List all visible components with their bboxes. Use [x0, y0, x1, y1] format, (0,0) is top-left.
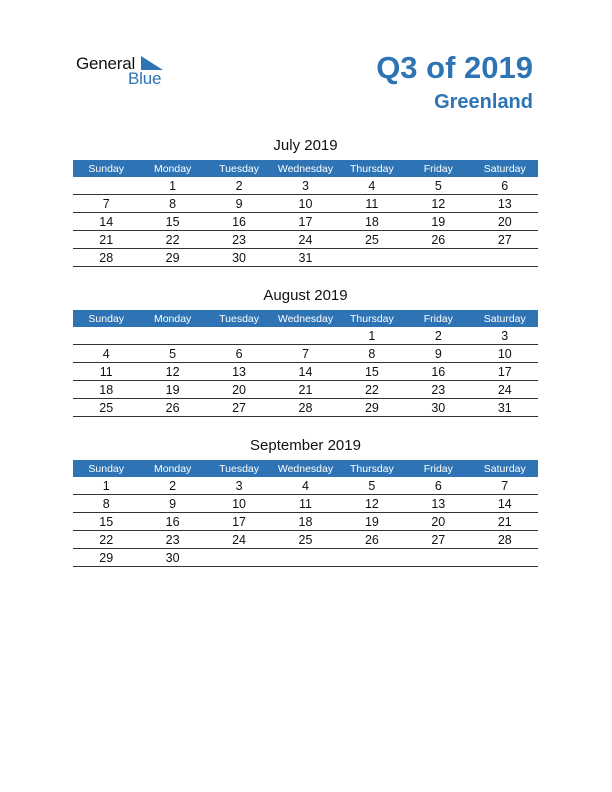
day-cell: 6: [472, 177, 538, 195]
day-cell: 27: [206, 399, 272, 417]
weekday-header: Thursday: [339, 160, 405, 177]
day-cell: 28: [472, 531, 538, 549]
week-row: [73, 399, 538, 417]
week-row: [73, 345, 538, 363]
day-cell: [139, 327, 205, 345]
day-cell: 30: [139, 549, 205, 567]
day-cell: 14: [472, 495, 538, 513]
week-row: [73, 549, 538, 567]
country-subtitle: Greenland: [434, 91, 533, 113]
day-cell: 25: [339, 231, 405, 249]
day-cell: 2: [139, 477, 205, 495]
day-cell: 16: [405, 363, 471, 381]
day-cell: 19: [405, 213, 471, 231]
weekday-header: Saturday: [472, 160, 538, 177]
day-cell: 17: [472, 363, 538, 381]
week-row: [73, 363, 538, 381]
day-cell: 5: [139, 345, 205, 363]
week-row: [73, 195, 538, 213]
weekday-header: Tuesday: [206, 310, 272, 327]
day-cell: 21: [272, 381, 338, 399]
day-cell: 21: [472, 513, 538, 531]
weekday-header: Monday: [139, 310, 205, 327]
day-cell: [405, 549, 471, 567]
day-cell: 3: [272, 177, 338, 195]
day-cell: 25: [73, 399, 139, 417]
day-cell: 18: [73, 381, 139, 399]
day-cell: 1: [73, 477, 139, 495]
day-cell: 24: [206, 531, 272, 549]
weekday-header: Sunday: [73, 460, 139, 477]
day-cell: 4: [272, 477, 338, 495]
logo-triangle-icon: [141, 56, 163, 70]
day-cell: 16: [139, 513, 205, 531]
day-cell: 29: [73, 549, 139, 567]
weekday-header: Thursday: [339, 310, 405, 327]
day-cell: [472, 549, 538, 567]
weekday-header-row: [73, 310, 538, 327]
day-cell: 18: [272, 513, 338, 531]
day-cell: 28: [73, 249, 139, 267]
day-cell: 12: [139, 363, 205, 381]
weekday-header: Friday: [405, 460, 471, 477]
day-cell: 9: [405, 345, 471, 363]
day-cell: 30: [206, 249, 272, 267]
day-cell: 12: [405, 195, 471, 213]
day-cell: 10: [472, 345, 538, 363]
weekday-header: Tuesday: [206, 160, 272, 177]
day-cell: 17: [206, 513, 272, 531]
day-cell: 2: [206, 177, 272, 195]
day-cell: 5: [405, 177, 471, 195]
day-cell: 15: [339, 363, 405, 381]
day-cell: 5: [339, 477, 405, 495]
day-cell: 14: [73, 213, 139, 231]
logo-text-blue: Blue: [128, 69, 162, 88]
week-row: [73, 381, 538, 399]
day-cell: [472, 249, 538, 267]
weekday-header: Wednesday: [272, 160, 338, 177]
day-cell: 27: [472, 231, 538, 249]
day-cell: 24: [472, 381, 538, 399]
week-row: [73, 477, 538, 495]
day-cell: 10: [272, 195, 338, 213]
day-cell: 14: [272, 363, 338, 381]
day-cell: 21: [73, 231, 139, 249]
day-cell: 8: [339, 345, 405, 363]
day-cell: 1: [339, 327, 405, 345]
day-cell: 22: [139, 231, 205, 249]
weekday-header: Sunday: [73, 310, 139, 327]
day-cell: 26: [405, 231, 471, 249]
month-table: [73, 160, 538, 267]
weekday-header: Friday: [405, 160, 471, 177]
weekday-header: Wednesday: [272, 460, 338, 477]
day-cell: 31: [272, 249, 338, 267]
day-cell: 7: [472, 477, 538, 495]
week-row: [73, 327, 538, 345]
day-cell: 24: [272, 231, 338, 249]
day-cell: [339, 549, 405, 567]
day-cell: 29: [139, 249, 205, 267]
day-cell: [73, 177, 139, 195]
day-cell: 11: [339, 195, 405, 213]
day-cell: 15: [73, 513, 139, 531]
day-cell: 27: [405, 531, 471, 549]
day-cell: 13: [206, 363, 272, 381]
day-cell: 28: [272, 399, 338, 417]
day-cell: 9: [139, 495, 205, 513]
day-cell: 6: [206, 345, 272, 363]
day-cell: 15: [139, 213, 205, 231]
day-cell: 4: [73, 345, 139, 363]
weekday-header: Monday: [139, 160, 205, 177]
day-cell: [405, 249, 471, 267]
month-title: August 2019: [263, 287, 348, 304]
day-cell: 20: [206, 381, 272, 399]
generalblue-logo: [76, 54, 176, 90]
day-cell: 31: [472, 399, 538, 417]
day-cell: 29: [339, 399, 405, 417]
day-cell: 18: [339, 213, 405, 231]
weekday-header: Sunday: [73, 160, 139, 177]
month-title: July 2019: [273, 137, 338, 154]
day-cell: 9: [206, 195, 272, 213]
weekday-header: Monday: [139, 460, 205, 477]
day-cell: 23: [206, 231, 272, 249]
logo-text-general: General: [76, 54, 136, 73]
day-cell: 13: [472, 195, 538, 213]
day-cell: 2: [405, 327, 471, 345]
day-cell: 19: [139, 381, 205, 399]
day-cell: 20: [472, 213, 538, 231]
day-cell: 7: [272, 345, 338, 363]
day-cell: 23: [139, 531, 205, 549]
day-cell: 11: [272, 495, 338, 513]
weekday-header: Saturday: [472, 310, 538, 327]
weekday-header: Wednesday: [272, 310, 338, 327]
week-row: [73, 231, 538, 249]
day-cell: [339, 249, 405, 267]
day-cell: 22: [339, 381, 405, 399]
weekday-header-row: [73, 460, 538, 477]
day-cell: 3: [472, 327, 538, 345]
day-cell: [272, 549, 338, 567]
day-cell: 30: [405, 399, 471, 417]
day-cell: 8: [73, 495, 139, 513]
day-cell: 22: [73, 531, 139, 549]
day-cell: 11: [73, 363, 139, 381]
week-row: [73, 495, 538, 513]
week-row: [73, 213, 538, 231]
month-calendar: [73, 135, 538, 267]
day-cell: [272, 327, 338, 345]
day-cell: 10: [206, 495, 272, 513]
month-calendar: [73, 435, 538, 567]
day-cell: 4: [339, 177, 405, 195]
day-cell: 6: [405, 477, 471, 495]
day-cell: [206, 549, 272, 567]
day-cell: [206, 327, 272, 345]
week-row: [73, 531, 538, 549]
day-cell: 19: [339, 513, 405, 531]
day-cell: 3: [206, 477, 272, 495]
day-cell: 7: [73, 195, 139, 213]
weekday-header-row: [73, 160, 538, 177]
day-cell: 23: [405, 381, 471, 399]
month-title: September 2019: [250, 437, 361, 454]
day-cell: 12: [339, 495, 405, 513]
weekday-header: Tuesday: [206, 460, 272, 477]
week-row: [73, 513, 538, 531]
week-row: [73, 177, 538, 195]
day-cell: 26: [139, 399, 205, 417]
day-cell: 25: [272, 531, 338, 549]
day-cell: 13: [405, 495, 471, 513]
weekday-header: Thursday: [339, 460, 405, 477]
month-calendar: [73, 285, 538, 417]
day-cell: 26: [339, 531, 405, 549]
week-row: [73, 249, 538, 267]
day-cell: 20: [405, 513, 471, 531]
weekday-header: Friday: [405, 310, 471, 327]
day-cell: [73, 327, 139, 345]
day-cell: 8: [139, 195, 205, 213]
month-table: [73, 310, 538, 417]
weekday-header: Saturday: [472, 460, 538, 477]
day-cell: 16: [206, 213, 272, 231]
day-cell: 17: [272, 213, 338, 231]
page-title: Q3 of 2019: [376, 50, 533, 85]
day-cell: 1: [139, 177, 205, 195]
month-table: [73, 460, 538, 567]
